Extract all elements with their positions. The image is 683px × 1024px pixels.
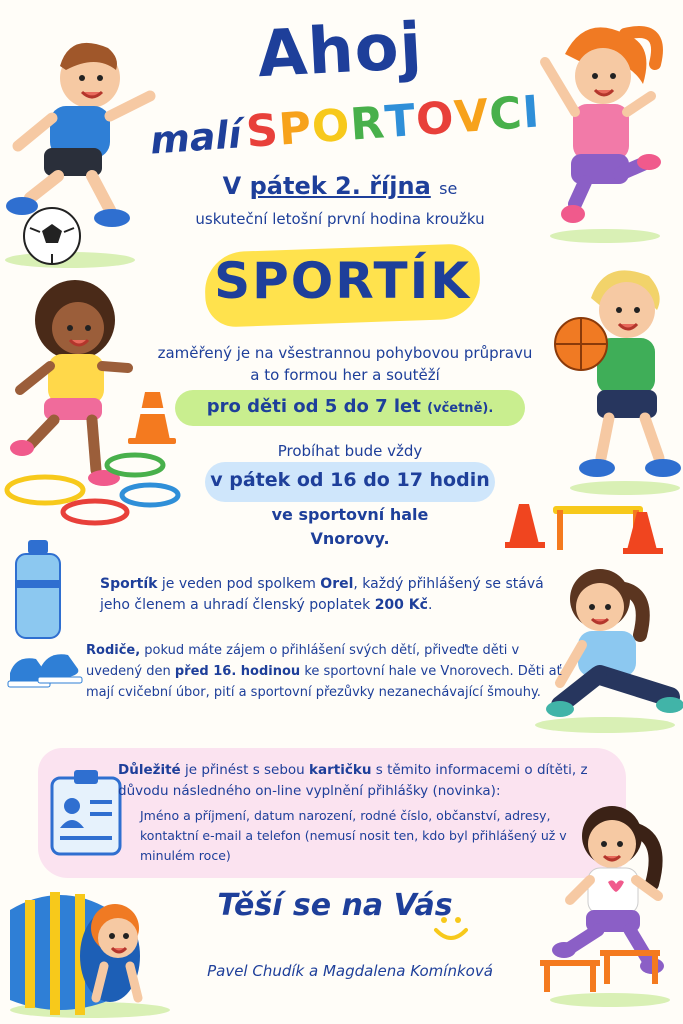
closing-text: Těší se na Vás [217, 888, 453, 923]
membership-bold-2: Orel [320, 576, 354, 592]
schedule-place [220, 503, 480, 551]
hurdle-cones-illustration [505, 492, 675, 562]
sportovci-letter: R [348, 97, 387, 151]
parents-text-2: ke sportovní hale ve Vnorovech. Děti ať mají cvičební úbor, pití a sportovní přezůvky nezanechávající šmouhy. [86, 664, 562, 700]
membership-paragraph [100, 574, 560, 616]
parents-bold-2: před 16. hodinou [174, 664, 301, 679]
important-bold-2: kartičku [309, 762, 372, 778]
focus-line-1: zaměřený je na všestrannou pohybovou průpravu [157, 344, 533, 362]
soccer-ball-icon [24, 208, 80, 264]
sportovci-letter: O [414, 92, 457, 146]
traffic-cone-icon [128, 392, 176, 444]
parents-bold-1: Rodiče, [86, 643, 141, 658]
date-value: pátek 2. října [249, 172, 431, 200]
club-name: SPORTÍK [214, 252, 471, 310]
signature: Pavel Chudík a Magdalena Komínková [207, 962, 493, 980]
important-text-2: s těmito informacemi o dítěti, z důvodu následného on-line vyplnění přihlášky (novinka): [118, 762, 588, 799]
parents-paragraph [86, 640, 566, 703]
membership-text-3: . [427, 597, 433, 613]
id-card-icon [50, 770, 126, 856]
membership-bold-1: Sportík [100, 576, 158, 592]
girl-running-illustration [0, 280, 200, 530]
sportovci-letter: C [487, 87, 525, 141]
sportovci-letter: O [310, 99, 353, 154]
focus-line-2: a to formou her a soutěží [250, 366, 440, 384]
important-bold-1: Důležité [118, 762, 181, 778]
sportovci-letter: I [520, 86, 542, 139]
headline-sportovci [244, 86, 541, 157]
sportovci-letter: T [383, 95, 418, 149]
water-bottle-icon [10, 540, 70, 640]
focus-text [130, 342, 560, 386]
membership-bold-3: 200 Kč [374, 597, 428, 613]
important-text-1: je přinést s sebou [180, 762, 310, 778]
tunnel-icon [0, 870, 170, 1020]
date-prefix: V [222, 172, 242, 200]
headline-ahoj: Ahoj [255, 9, 425, 93]
headline-mali-sportovci [129, 85, 562, 166]
schedule-intro: Probíhat bude vždy [277, 442, 423, 460]
date-line [150, 172, 530, 200]
schedule-place-2: Vnorovy. [310, 529, 390, 548]
date-suffix: se [439, 179, 458, 198]
headline-mali: malí [148, 112, 243, 163]
membership-text-1: je veden pod spolkem [157, 576, 321, 592]
age-note: (včetně). [427, 401, 494, 416]
sportovci-letter: V [452, 89, 492, 144]
basketball-icon [555, 318, 607, 370]
important-paragraph [118, 760, 608, 802]
membership-text-2: , každý přihlášený se stává jeho členem a uhradí členský poplatek [100, 576, 544, 613]
intro-line: uskuteční letošní první hodina kroužku [195, 210, 485, 228]
sportovci-letter: P [277, 102, 314, 156]
sportovci-letter: S [244, 104, 281, 158]
schedule-place-1: ve sportovní hale [271, 505, 429, 524]
schedule-time: v pátek od 16 do 17 hodin [210, 469, 490, 491]
age-main: pro děti od 5 do 7 let [206, 396, 421, 417]
age-line [175, 396, 525, 417]
important-list: Jméno a příjmení, datum narození, rodné číslo, občanství, adresy, kontaktní e-mail a telefon (nemusí nosit ten, kdo byl přihlášený už v minulém roce) [140, 808, 567, 863]
parents-text-1: pokud máte zájem o přihlášení svých dětí, přiveďte děti v uvedený den [86, 643, 520, 679]
sneakers-icon [6, 645, 86, 695]
boy-basketball-illustration [545, 258, 683, 498]
